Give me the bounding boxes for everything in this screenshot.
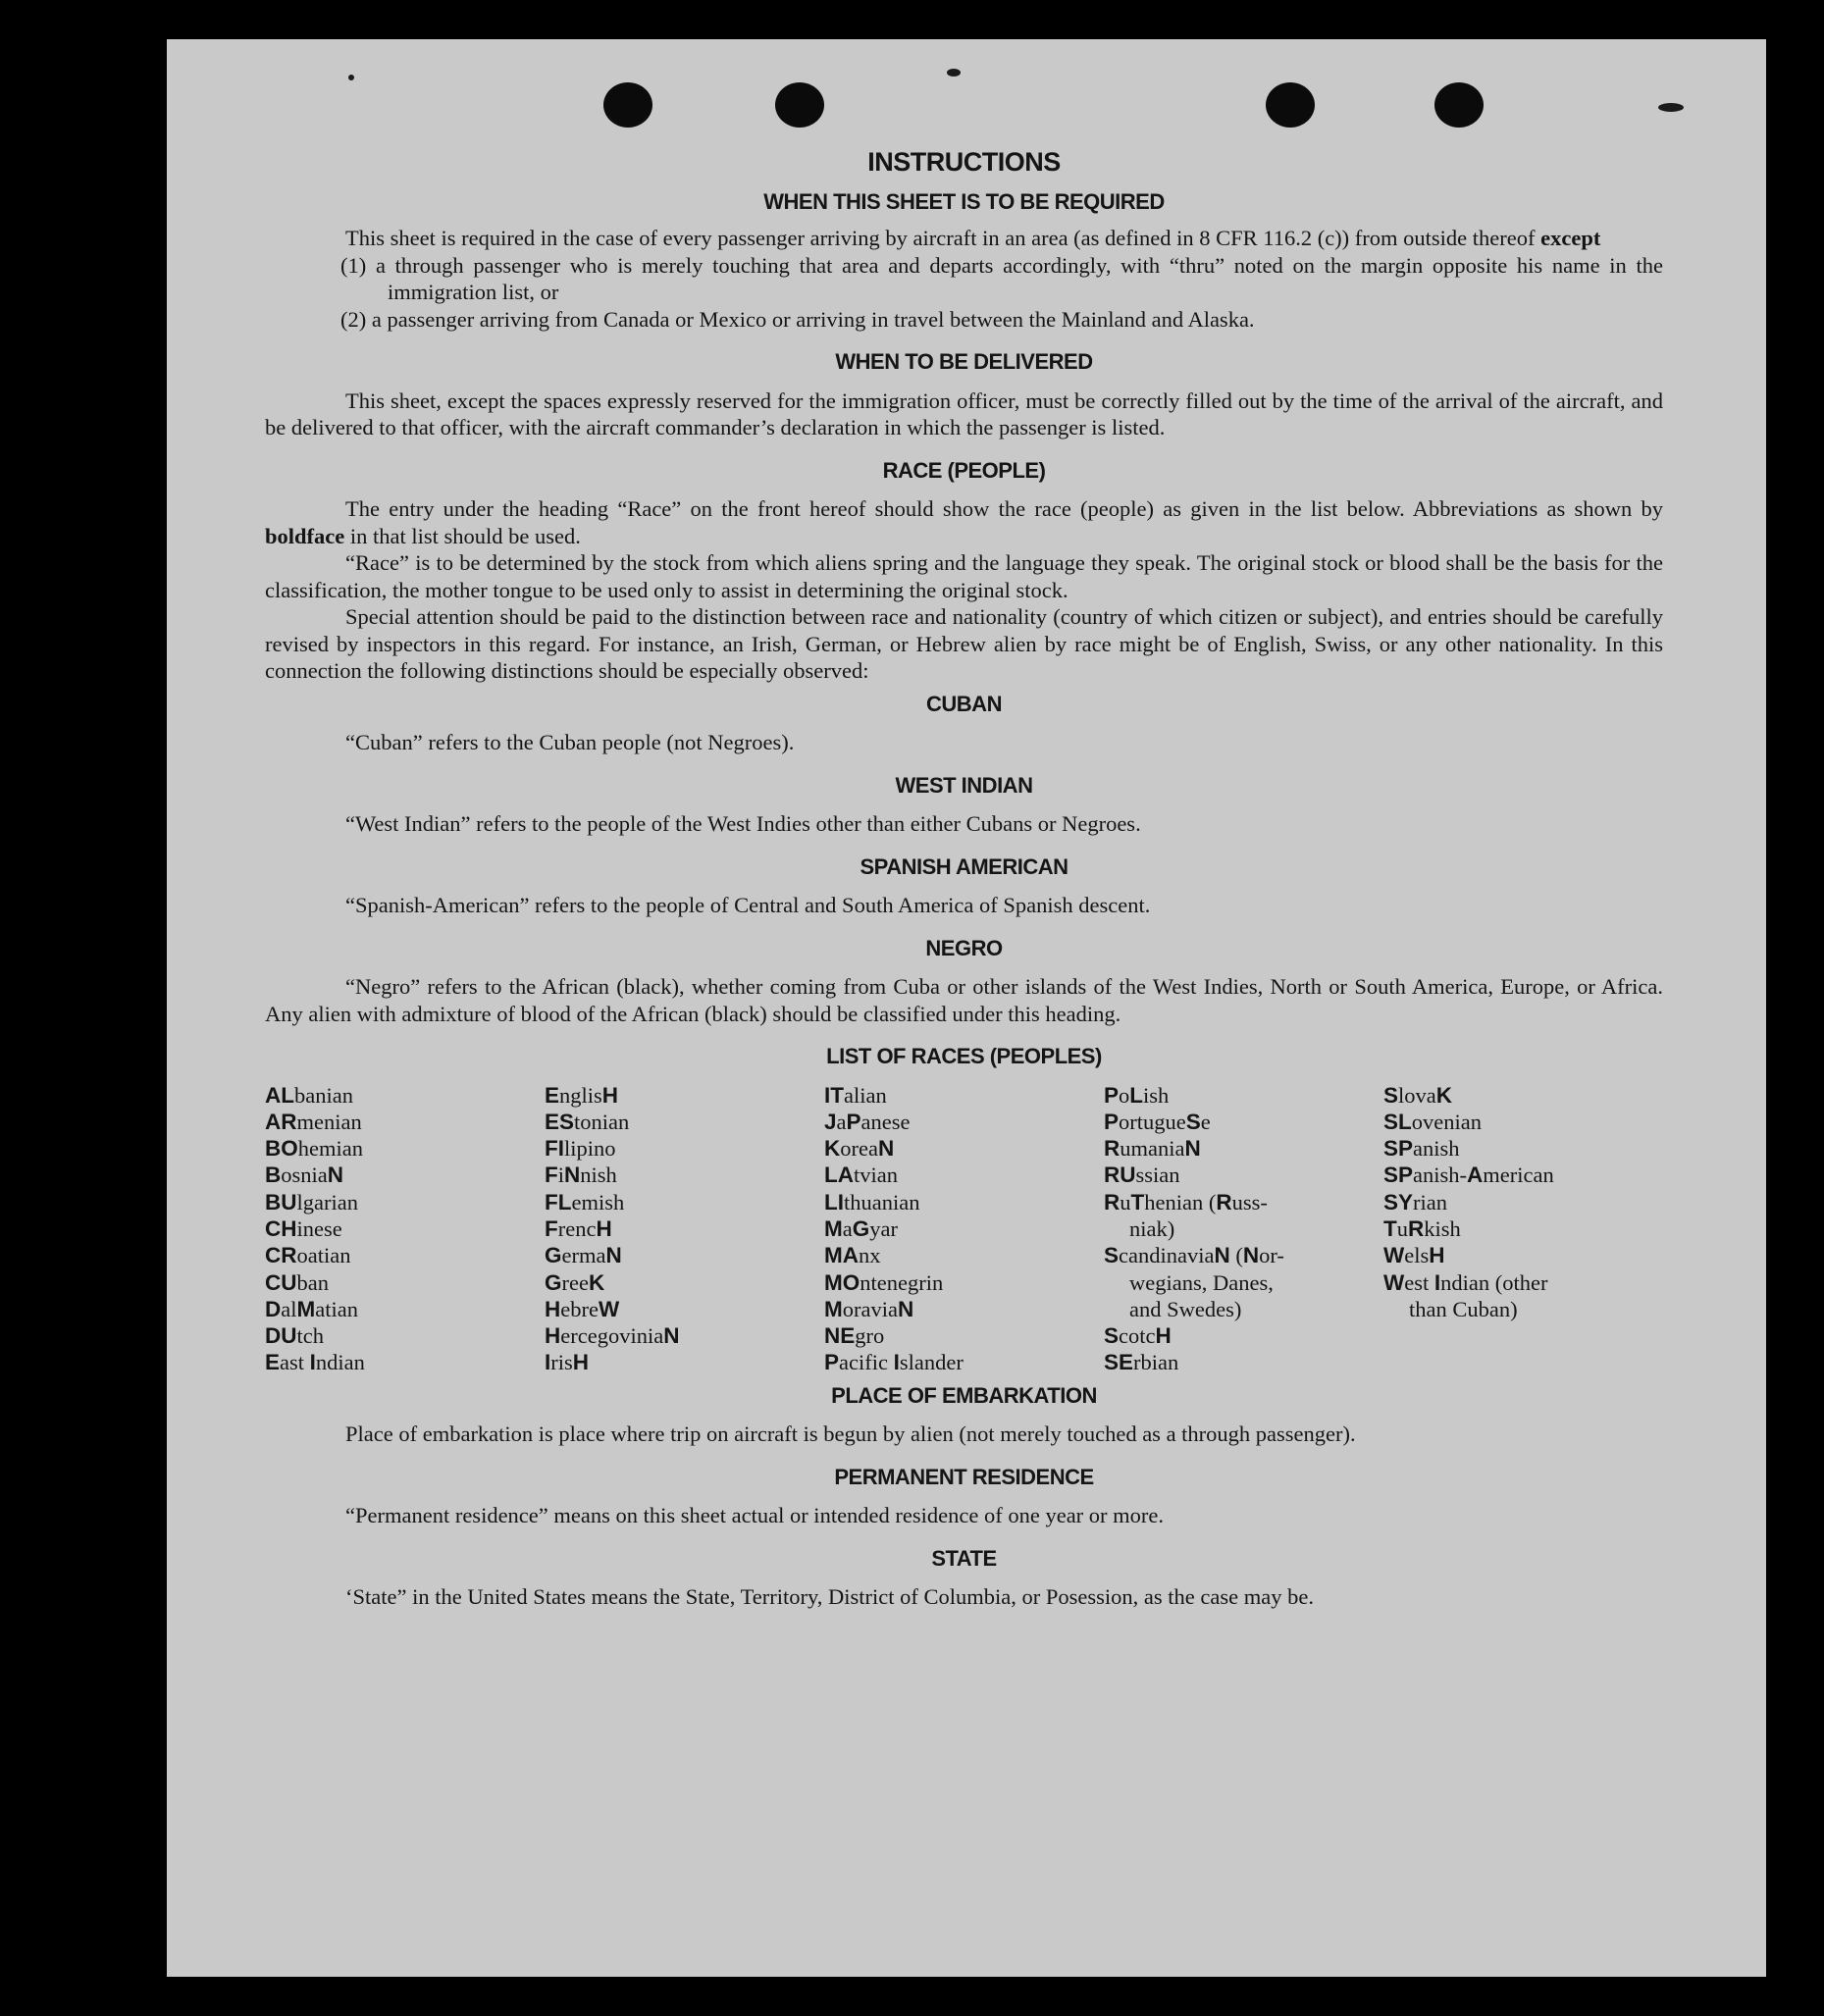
heading-permanent-residence: PERMANENT RESIDENCE bbox=[834, 1464, 1094, 1489]
race-entry: BosniaN bbox=[265, 1163, 343, 1188]
race-entry: RUssian bbox=[1104, 1163, 1180, 1188]
spanish-american-text: “Spanish-American” refers to the people of Central and South America of Spanish descent. bbox=[345, 893, 1151, 917]
race-entry: than Cuban) bbox=[1409, 1296, 1518, 1321]
heading-west-indian: WEST INDIAN bbox=[895, 772, 1033, 798]
heading-required: WHEN THIS SHEET IS TO BE REQUIRED bbox=[763, 188, 1165, 214]
delivered-text: This sheet, except the spaces expressly reserved for the immigration officer, must be correctly filled out by the time of the arrival of the aircraft, and be delivered to that officer, with the aircraft commander’s declaration in which the passenger is listed. bbox=[265, 388, 1663, 439]
race-entry: SPanish-American bbox=[1383, 1163, 1554, 1188]
race-entry: IrisH bbox=[545, 1350, 590, 1375]
race-entry: HebreW bbox=[545, 1296, 620, 1321]
race-entry: ScotcH bbox=[1104, 1323, 1172, 1349]
race-entry: TuRkish bbox=[1383, 1215, 1461, 1241]
document-page bbox=[167, 39, 1766, 1977]
race-entry: FrencH bbox=[545, 1215, 612, 1241]
state-text: ‘State” in the United States means the State, Territory, District of Columbia, or Posession, as the case may be. bbox=[345, 1584, 1314, 1610]
race-entry: West Indian (other bbox=[1383, 1269, 1548, 1295]
race-entry: CHinese bbox=[265, 1215, 342, 1241]
races-column bbox=[545, 1082, 824, 1376]
race-entry: GermaN bbox=[545, 1243, 622, 1268]
required-intro: This sheet is required in the case of every passenger arriving by aircraft in an area (as defined in 8 CFR 116.2 (c)) from outside thereof except bbox=[345, 226, 1601, 250]
paper-speck bbox=[947, 69, 961, 77]
heading-embarkation: PLACE OF EMBARKATION bbox=[831, 1382, 1097, 1408]
race-entry: and Swedes) bbox=[1129, 1296, 1242, 1321]
race-entry: FiNnish bbox=[545, 1163, 617, 1188]
race-entry: MAnx bbox=[824, 1243, 881, 1268]
race-entry: DalMatian bbox=[265, 1296, 358, 1321]
embarkation-text: Place of embarkation is place where trip on aircraft is begun by alien (not merely touched as a through passenger). bbox=[345, 1422, 1356, 1447]
punch-hole bbox=[1266, 82, 1315, 128]
heading-race: RACE (PEOPLE) bbox=[882, 457, 1046, 483]
race-entry: RumaniaN bbox=[1104, 1136, 1201, 1162]
race-entry: WelsH bbox=[1383, 1243, 1445, 1268]
races-column bbox=[265, 1082, 545, 1376]
race-entry: BOhemian bbox=[265, 1136, 363, 1162]
heading-delivered: WHEN TO BE DELIVERED bbox=[835, 349, 1093, 374]
race-entry: JaPanese bbox=[824, 1109, 911, 1134]
punch-hole bbox=[603, 82, 652, 128]
heading-cuban: CUBAN bbox=[926, 691, 1002, 716]
west-indian-text: “West Indian” refers to the people of the West Indies other than either Cubans or Negroes. bbox=[345, 811, 1141, 836]
race-entry: ScandinaviaN (Nor- bbox=[1104, 1243, 1284, 1268]
race-entry: ITalian bbox=[824, 1082, 887, 1108]
race-entry: PoLish bbox=[1104, 1082, 1170, 1108]
race-entry: KoreaN bbox=[824, 1136, 895, 1162]
race-entry: RuThenian (Russ- bbox=[1104, 1189, 1268, 1215]
race-entry: SLovenian bbox=[1383, 1109, 1482, 1134]
race-entry: SlovaK bbox=[1383, 1082, 1453, 1108]
race-entry: NEgro bbox=[824, 1323, 885, 1349]
race-entry: East Indian bbox=[265, 1350, 365, 1375]
race-entry: FLemish bbox=[545, 1189, 625, 1215]
race-entry: DUtch bbox=[265, 1323, 324, 1349]
negro-text: “Negro” refers to the African (black), whether coming from Cuba or other islands of the West Indies, North or South America, Europe, or Africa. Any alien with admixture of blood of the African (black) should be classified under this heading. bbox=[265, 974, 1663, 1026]
heading-list-of-races: LIST OF RACES (PEOPLES) bbox=[826, 1044, 1102, 1068]
race-entry: SYrian bbox=[1383, 1189, 1448, 1215]
paper-speck bbox=[348, 75, 354, 80]
race-entry: LAtvian bbox=[824, 1163, 898, 1188]
races-column bbox=[1104, 1082, 1383, 1376]
race-entry: SPanish bbox=[1383, 1136, 1460, 1162]
required-item-1: (1) a through passenger who is merely touching that area and departs accordingly, with “thru” noted on the margin opposite his name in the immigration list, or bbox=[340, 252, 1663, 304]
race-entry: EStonian bbox=[545, 1109, 630, 1134]
race-entry: FIlipino bbox=[545, 1136, 616, 1162]
race-entry: PortugueSe bbox=[1104, 1109, 1211, 1134]
heading-spanish-american: SPANISH AMERICAN bbox=[860, 853, 1068, 879]
race-entry: MOntenegrin bbox=[824, 1269, 944, 1295]
race-entry: MoraviaN bbox=[824, 1296, 914, 1321]
race-entry: SErbian bbox=[1104, 1350, 1179, 1375]
race-paragraph-2: “Race” is to be determined by the stock from which aliens spring and the language they speak. The original stock or blood shall be the basis for the classification, the mother tongue to be used only to assist in determining the original stock. bbox=[265, 550, 1663, 602]
races-column bbox=[1383, 1082, 1663, 1376]
document-title: INSTRUCTIONS bbox=[867, 147, 1061, 177]
punch-hole bbox=[775, 82, 824, 128]
paper-speck bbox=[1658, 103, 1684, 112]
race-paragraph-3: Special attention should be paid to the distinction between race and nationality (country of which citizen or subject), and entries should be carefully revised by inspectors in this regard. For instance, an Irish, German, or Hebrew alien by race might be of English, Swiss, or any other nationality. In this connection the following distinctions should be especially observed: bbox=[265, 604, 1663, 683]
race-entry: Pacific Islander bbox=[824, 1350, 964, 1375]
race-entry: GreeK bbox=[545, 1269, 605, 1295]
race-entry: CUban bbox=[265, 1269, 329, 1295]
race-entry: ALbanian bbox=[265, 1082, 353, 1108]
permanent-residence-text: “Permanent residence” means on this sheet actual or intended residence of one year or more. bbox=[345, 1503, 1165, 1528]
races-column bbox=[824, 1082, 1104, 1376]
race-paragraph-1: The entry under the heading “Race” on the front hereof should show the race (people) as given in the list below. Abbreviations as shown by boldface in that list should be used. bbox=[265, 496, 1663, 548]
race-entry: MaGyar bbox=[824, 1215, 898, 1241]
race-entry: CRoatian bbox=[265, 1243, 351, 1268]
punch-hole bbox=[1434, 82, 1484, 128]
race-entry: ARmenian bbox=[265, 1109, 362, 1134]
race-entry: wegians, Danes, bbox=[1129, 1269, 1274, 1295]
heading-state: STATE bbox=[931, 1545, 997, 1571]
race-entry: HercegoviniaN bbox=[545, 1323, 680, 1349]
required-item-2: (2) a passenger arriving from Canada or Mexico or arriving in travel between the Mainland and Alaska. bbox=[340, 306, 1255, 332]
races-list bbox=[265, 1082, 1663, 1376]
cuban-text: “Cuban” refers to the Cuban people (not Negroes). bbox=[345, 730, 795, 754]
instructions-content bbox=[265, 149, 1663, 1611]
race-entry: LIthuanian bbox=[824, 1189, 920, 1215]
race-entry: EnglisH bbox=[545, 1082, 619, 1108]
race-entry: niak) bbox=[1129, 1215, 1175, 1241]
race-entry: BUlgarian bbox=[265, 1189, 358, 1215]
heading-negro: NEGRO bbox=[925, 935, 1003, 960]
